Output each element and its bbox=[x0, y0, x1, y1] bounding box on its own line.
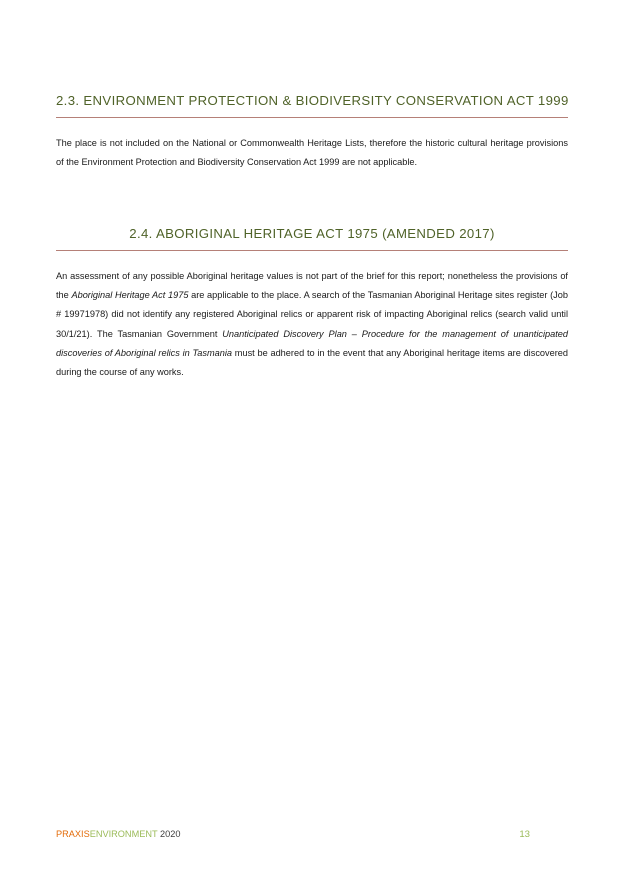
section-epbc-act bbox=[56, 93, 568, 172]
page-number: 13 bbox=[519, 829, 530, 840]
discovery-plan-italic: Unanticipated Discovery Plan – Procedure for the management of unanticipated discoveries of Aboriginal relics in Tasmania bbox=[56, 328, 568, 358]
section-heading: 2.3. ENVIRONMENT PROTECTION & BIODIVERSITY CONSERVATION ACT 1999 bbox=[56, 93, 568, 118]
section-paragraph bbox=[56, 267, 568, 382]
section-aboriginal-heritage-act bbox=[56, 226, 568, 382]
page-footer bbox=[56, 829, 530, 839]
paragraph-text: must be adhered to in the event that any Aboriginal heritage items are discovered during the course of any works. bbox=[56, 347, 568, 378]
paragraph-text: are applicable to the place. A search of the Tasmanian Aboriginal Heritage sites register (Job # 19971978) did not identify any registered Aboriginal relics or apparent risk of impacting Aboriginal relics (search valid until 30/1/21). The Tasmanian Government bbox=[56, 290, 568, 339]
footer-brand-praxis: PRAXIS bbox=[56, 829, 90, 839]
act-name-italic: Aboriginal Heritage Act 1975 bbox=[71, 290, 189, 301]
footer-brand-environment: ENVIRONMENT bbox=[89, 829, 158, 839]
footer-year: 2020 bbox=[157, 829, 181, 839]
paragraph-text: An assessment of any possible Aboriginal heritage values is not part of the brief for this report; nonetheless the provisions of the bbox=[56, 271, 568, 301]
section-heading: 2.4. ABORIGINAL HERITAGE ACT 1975 (AMENDED 2017) bbox=[56, 226, 568, 251]
section-paragraph: The place is not included on the National or Commonwealth Heritage Lists, therefore the historic cultural heritage provisions of the Environment Protection and Biodiversity Conservation Act 1999 are not applicable. bbox=[56, 138, 568, 168]
